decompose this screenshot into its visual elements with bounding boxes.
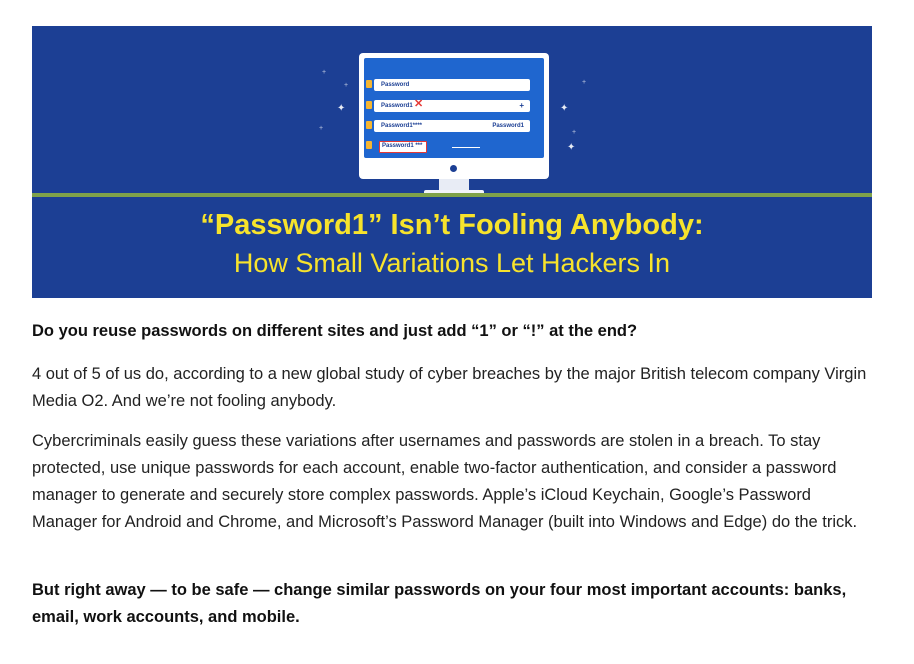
field-text: Password [381,82,410,88]
paragraph-2: Cybercriminals easily guess these variations after usernames and passwords are stolen in a breach. To stay protected, use unique passwords for each account, enable two-factor authentication, and consider a password manager to generate and securely store complex passwords. Apple’s iCloud Keychain, Google’s Password Manager for Android and Chrome, and Microsoft’s Password Manager (built into Windows and Edge) do the trick. [32,432,858,531]
password-field-3 [374,120,530,132]
hero-subtitle: How Small Variations Let Hackers In [233,248,671,278]
sparkle-icon: ✦ [337,103,346,114]
sparkle-icon: ✦ [567,142,576,153]
divider [452,147,480,148]
monitor-illustration [359,53,549,179]
sparkle-icon: + [319,125,324,132]
lock-icon [366,101,372,109]
power-dot [450,165,457,172]
sparkle-icon: + [572,129,577,136]
password-field-2 [374,100,530,112]
close-icon: ✕ [414,98,424,110]
sparkle-icon: ✦ [560,103,569,114]
closing-paragraph: But right away — to be safe — change similar passwords on your four most important accounts: banks, email, work accounts, and mobile. [32,581,847,626]
lead-question: Do you reuse passwords on different sites and just add “1” or “!” at the end? [32,322,638,340]
field-text: Password1 *** [382,143,423,149]
accent-band [32,193,872,197]
field-text: Password1 [381,103,413,109]
hero-banner [32,26,872,298]
password-field-1 [374,79,530,91]
sparkle-icon: + [582,79,587,86]
monitor-screen [364,58,544,158]
lock-icon [366,80,372,88]
field-text-right: Password1 [492,123,524,129]
paragraph-1: 4 out of 5 of us do, according to a new global study of cyber breaches by the major British telecom company Virgin Media O2. And we’re not fooling anybody. [32,365,867,410]
hero-title: “Password1” Isn’t Fooling Anybody: [200,209,704,241]
sparkle-icon: + [344,82,349,89]
lock-icon [366,141,372,149]
lock-icon [366,121,372,129]
plus-icon: + [519,101,524,110]
password-field-4 [374,140,530,152]
sparkle-icon: + [322,69,327,76]
field-text: Password1**** [381,123,423,129]
